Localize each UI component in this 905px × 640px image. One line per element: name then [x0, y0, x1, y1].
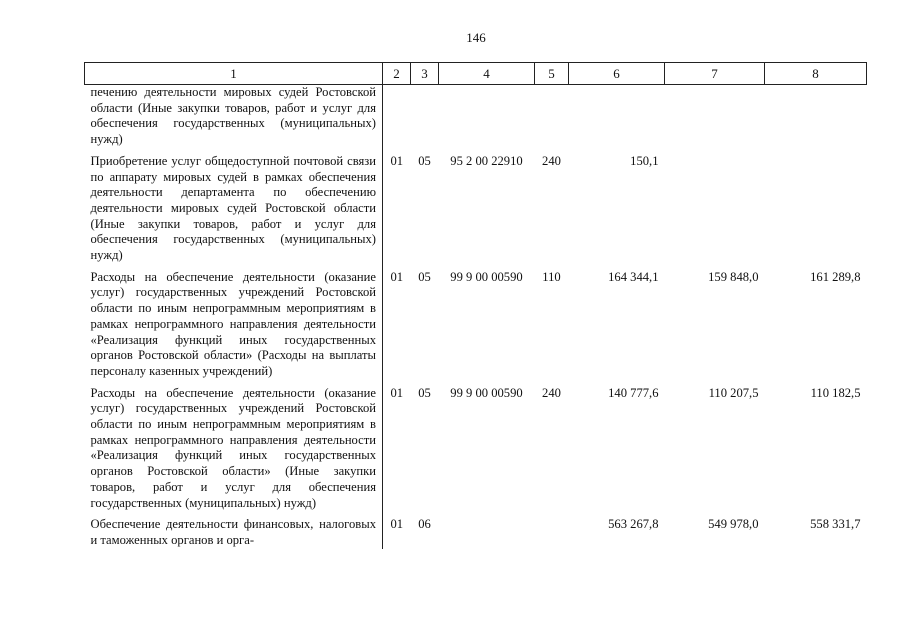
row-subsection: 06	[418, 517, 431, 532]
budget-table	[84, 62, 867, 549]
row-section: 01	[390, 153, 404, 168]
row-amount-year1: 140 777,6	[608, 385, 659, 400]
row-section	[383, 85, 411, 148]
table-row	[85, 148, 867, 264]
header-col-8: 8	[765, 63, 867, 85]
row-expense-type: 240	[542, 385, 561, 400]
row-amount-year1: 164 344,1	[608, 269, 659, 284]
row-expense-type: 240	[542, 153, 561, 168]
page-number: 146	[466, 30, 486, 45]
header-col-4: 4	[439, 63, 535, 85]
row-expense-type	[535, 85, 569, 148]
row-description: печению деятельности мировых судей Ростовской области (Иные закупки товаров, работ и услуг для обеспечения государственных (муниципальных) нужд)	[85, 85, 383, 148]
row-section: 01	[390, 385, 404, 400]
table-header	[85, 63, 867, 85]
table-row	[85, 380, 867, 512]
row-subsection: 05	[418, 153, 431, 168]
row-amount-year2: 159 848,0	[708, 269, 759, 284]
table-row	[85, 264, 867, 380]
row-amount-year2	[665, 148, 765, 264]
row-target-article: 99 9 00 00590	[450, 269, 523, 284]
row-section: 01	[390, 517, 404, 532]
row-expense-type: 110	[542, 269, 561, 284]
row-amount-year2: 110 207,5	[708, 385, 759, 400]
table-row	[85, 85, 867, 148]
row-amount-year3: 161 289,8	[810, 269, 861, 284]
row-description: Расходы на обеспечение деятельности (оказание услуг) государственных учреждений Ростовской области по иным непрограммным мероприятиям в рамках непрограммного направления деятельности «Реализация функций иных государственных органов Ростовской области» (Расходы на выплаты персоналу казенных учреждений)	[85, 264, 383, 380]
row-amount-year3	[765, 148, 867, 264]
row-amount-year1: 563 267,8	[608, 517, 659, 532]
row-target-article	[439, 85, 535, 148]
header-col-5: 5	[535, 63, 569, 85]
row-target-article: 95 2 00 22910	[450, 153, 523, 168]
header-col-7: 7	[665, 63, 765, 85]
table-row	[85, 511, 867, 548]
header-row	[85, 63, 867, 85]
row-amount-year2	[665, 85, 765, 148]
row-amount-year3: 558 331,7	[810, 517, 861, 532]
row-section: 01	[390, 269, 404, 284]
header-col-1: 1	[85, 63, 383, 85]
row-amount-year2: 549 978,0	[708, 517, 759, 532]
header-col-3: 3	[411, 63, 439, 85]
row-description: Приобретение услуг общедоступной почтовой связи по аппарату мировых судей в рамках обеспечения деятельности департамента по обеспечению деятельности мировых судей Ростовской области (Иные закупки товаров, работ и услуг для обеспечения государственных (муниципальных) нужд)	[85, 148, 383, 264]
row-amount-year1	[569, 85, 665, 148]
row-subsection	[411, 85, 439, 148]
row-target-article	[439, 511, 535, 548]
row-subsection: 05	[418, 385, 431, 400]
row-target-article: 99 9 00 00590	[450, 385, 523, 400]
row-amount-year3	[765, 85, 867, 148]
row-subsection: 05	[418, 269, 431, 284]
row-description: Расходы на обеспечение деятельности (оказание услуг) государственных учреждений Ростовской области по иным непрограммным мероприятиям в рамках непрограммного направления деятельности «Реализация функций иных государственных органов Ростовской области» (Иные закупки товаров, работ и услуг для обеспечения государственных (муниципальных) нужд)	[85, 380, 383, 512]
header-col-2: 2	[383, 63, 411, 85]
row-amount-year3: 110 182,5	[810, 385, 861, 400]
table-body	[85, 85, 867, 549]
row-amount-year1: 150,1	[630, 153, 659, 168]
row-expense-type	[535, 511, 569, 548]
header-col-6: 6	[569, 63, 665, 85]
row-description: Обеспечение деятельности финансовых, налоговых и таможенных органов и орга-	[85, 511, 383, 548]
